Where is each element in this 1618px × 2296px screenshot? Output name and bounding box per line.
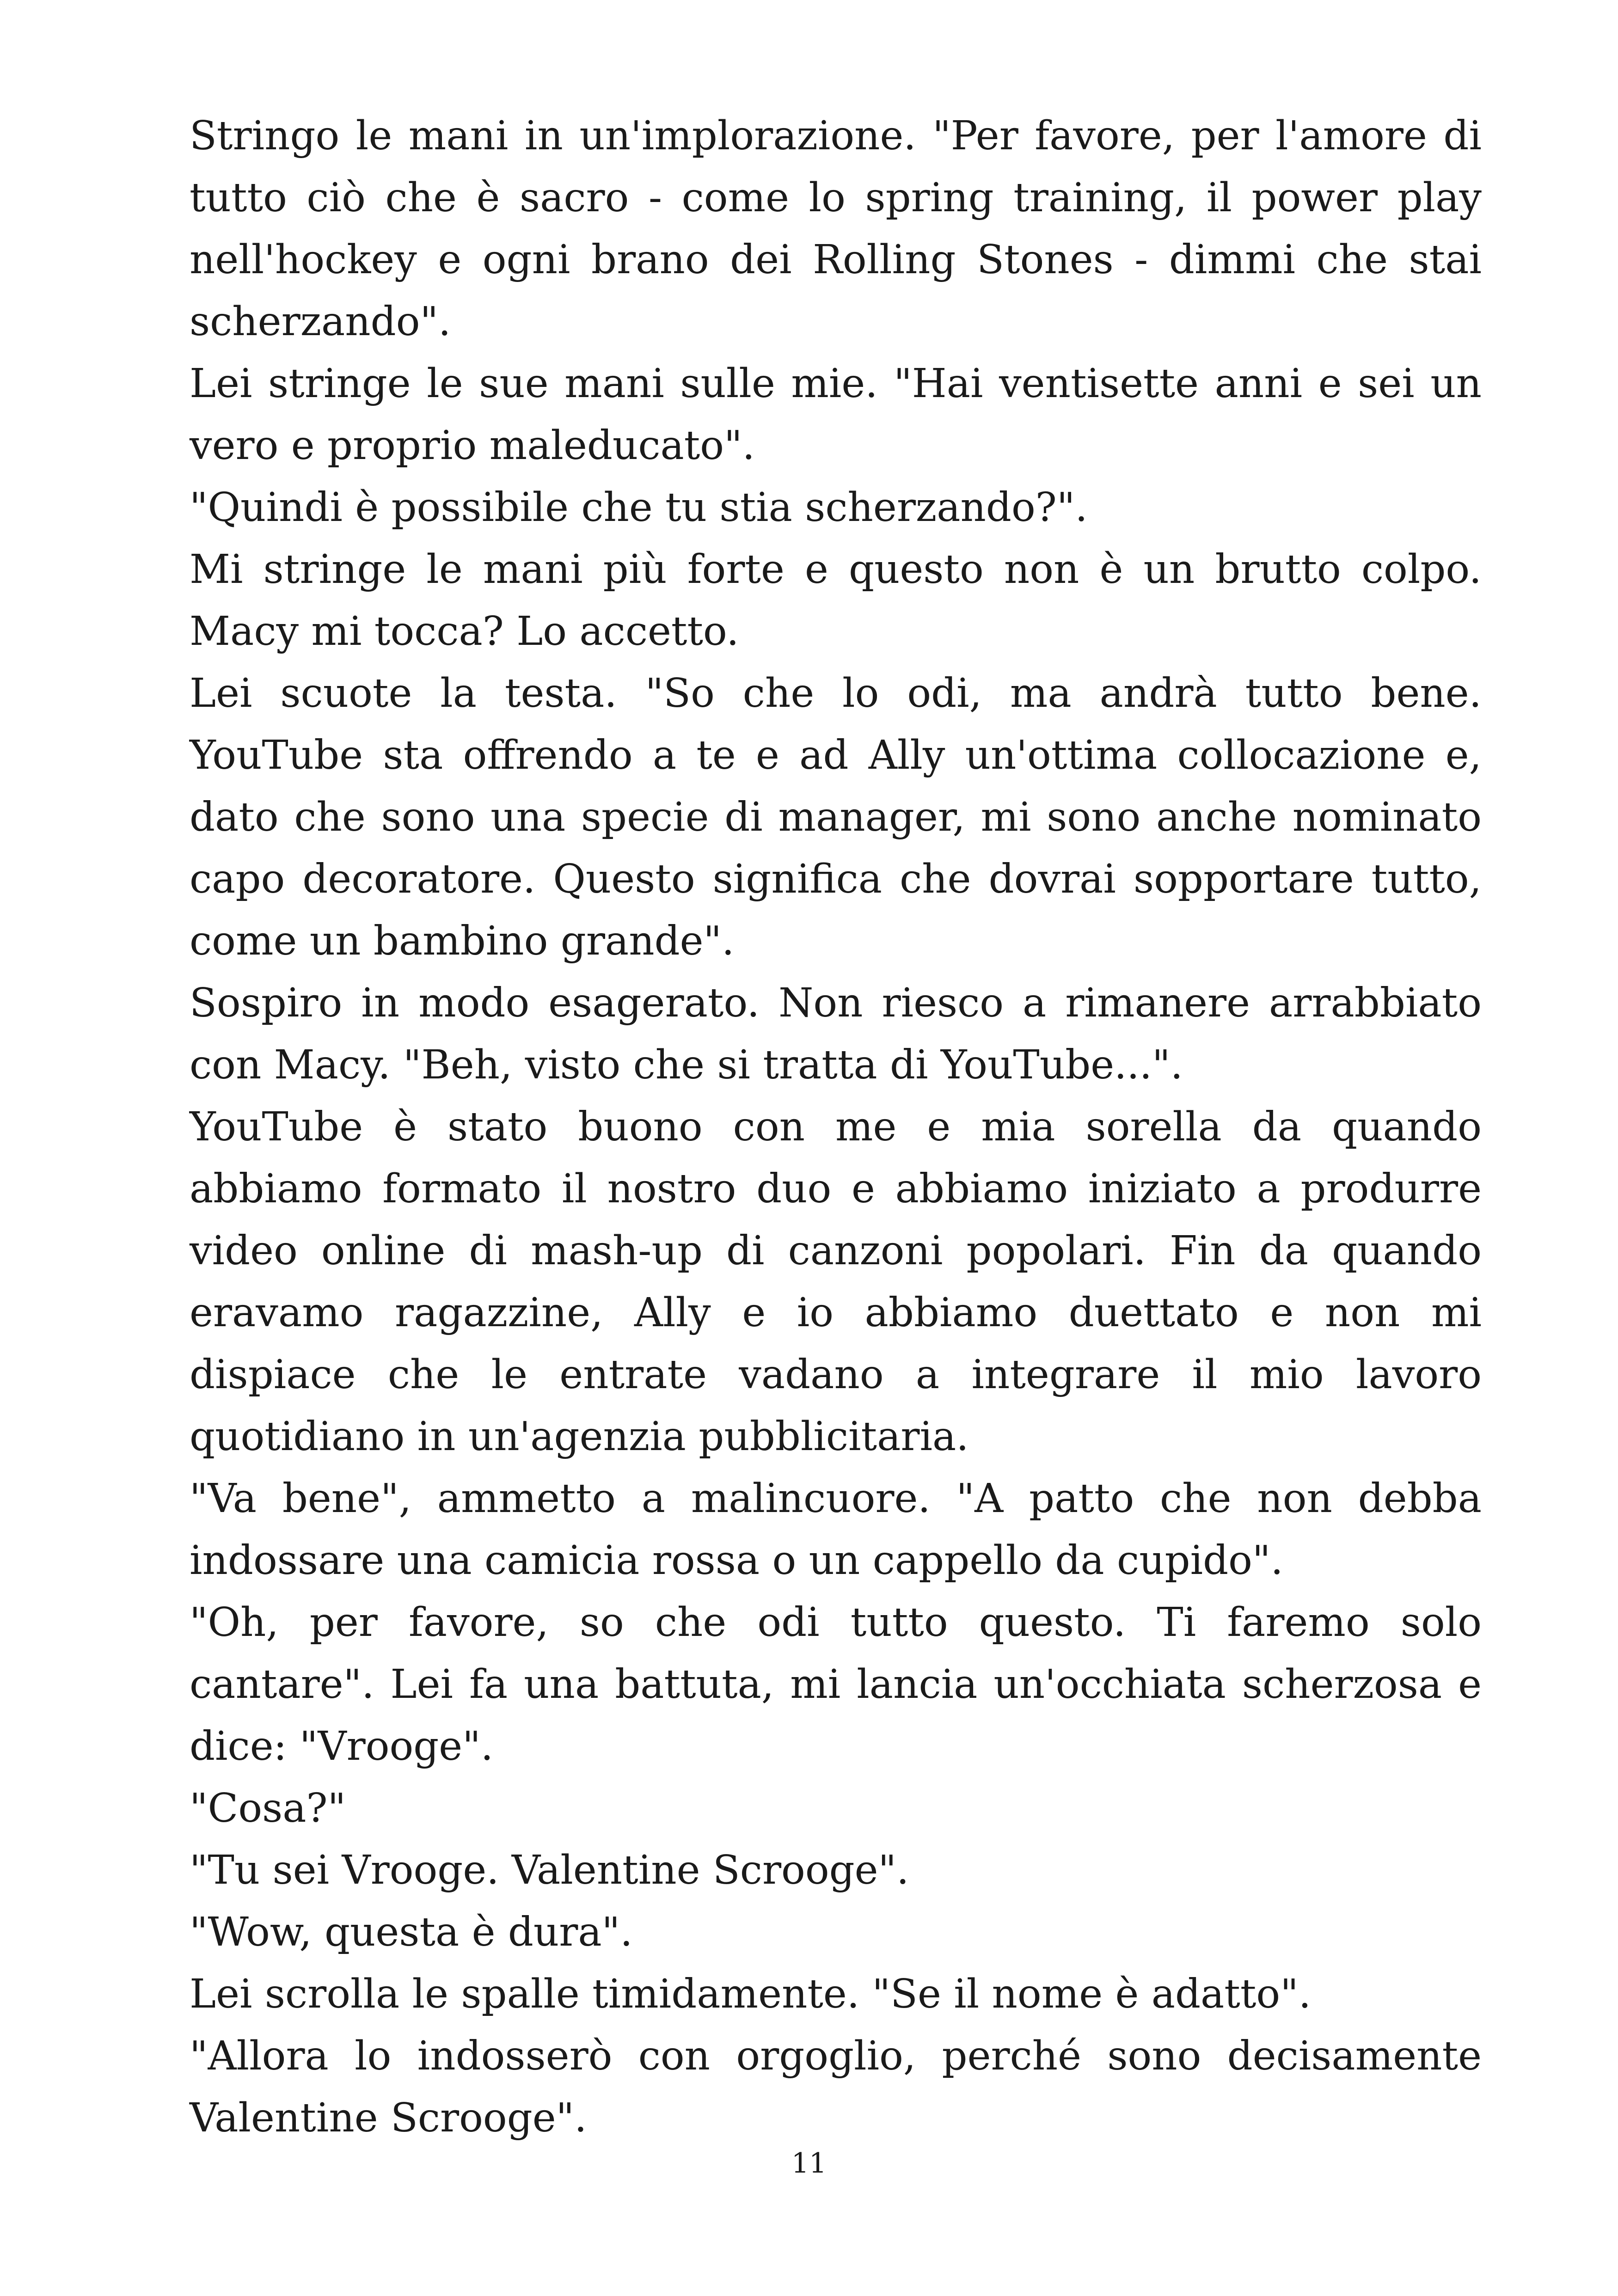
paragraph: Stringo le mani in un'implorazione. "Per favore, per l'amore di tutto ciò che è sacro - come lo spring training, il power play nell'hockey e ogni brano dei Rolling Stones - dimmi che stai scherzando".: [190, 113, 1482, 345]
paragraph: Lei stringe le sue mani sulle mie. "Hai ventisette anni e sei un vero e proprio maleducato".: [190, 361, 1482, 469]
paragraph: "Oh, per favore, so che odi tutto questo. Ti faremo solo cantare". Lei fa una battuta, mi lancia un'occhiata scherzosa e dice: "Vrooge".: [190, 1599, 1482, 1769]
page-number: 11: [791, 2147, 827, 2180]
paragraph: "Quindi è possibile che tu stia scherzando?".: [190, 484, 1088, 531]
paragraph: Sospiro in modo esagerato. Non riesco a rimanere arrabbiato con Macy. "Beh, visto che si tratta di YouTube...".: [190, 980, 1482, 1088]
paragraph: "Allora lo indosserò con orgoglio, perché sono decisamente Valentine Scrooge".: [190, 2033, 1482, 2141]
paragraph: Lei scrolla le spalle timidamente. "Se il nome è adatto".: [190, 1971, 1312, 2017]
paragraph: Lei scuote la testa. "So che lo odi, ma andrà tutto bene. YouTube sta offrendo a te e ad Ally un'ottima collocazione e, dato che sono una specie di manager, mi sono anche nominato capo decoratore. Questo significa che dovrai sopportare tutto, come un bambino grande".: [190, 670, 1482, 964]
paragraph: "Cosa?": [190, 1785, 346, 1831]
paragraph: YouTube è stato buono con me e mia sorella da quando abbiamo formato il nostro duo e abbiamo iniziato a produrre video online di mash-up di canzoni popolari. Fin da quando eravamo ragazzine, Ally e io abbiamo duettato e non mi dispiace che le entrate vadano a integrare il mio lavoro quotidiano in un'agenzia pubblicitaria.: [190, 1104, 1482, 1460]
paragraph: "Tu sei Vrooge. Valentine Scrooge".: [190, 1847, 909, 1893]
paragraph: "Wow, questa è dura".: [190, 1909, 633, 1955]
paragraph: "Va bene", ammetto a malincuore. "A patto che non debba indossare una camicia rossa o un cappello da cupido".: [190, 1476, 1482, 1584]
body-text: [190, 105, 1482, 2149]
paragraph: Mi stringe le mani più forte e questo non è un brutto colpo. Macy mi tocca? Lo accetto.: [190, 546, 1482, 655]
